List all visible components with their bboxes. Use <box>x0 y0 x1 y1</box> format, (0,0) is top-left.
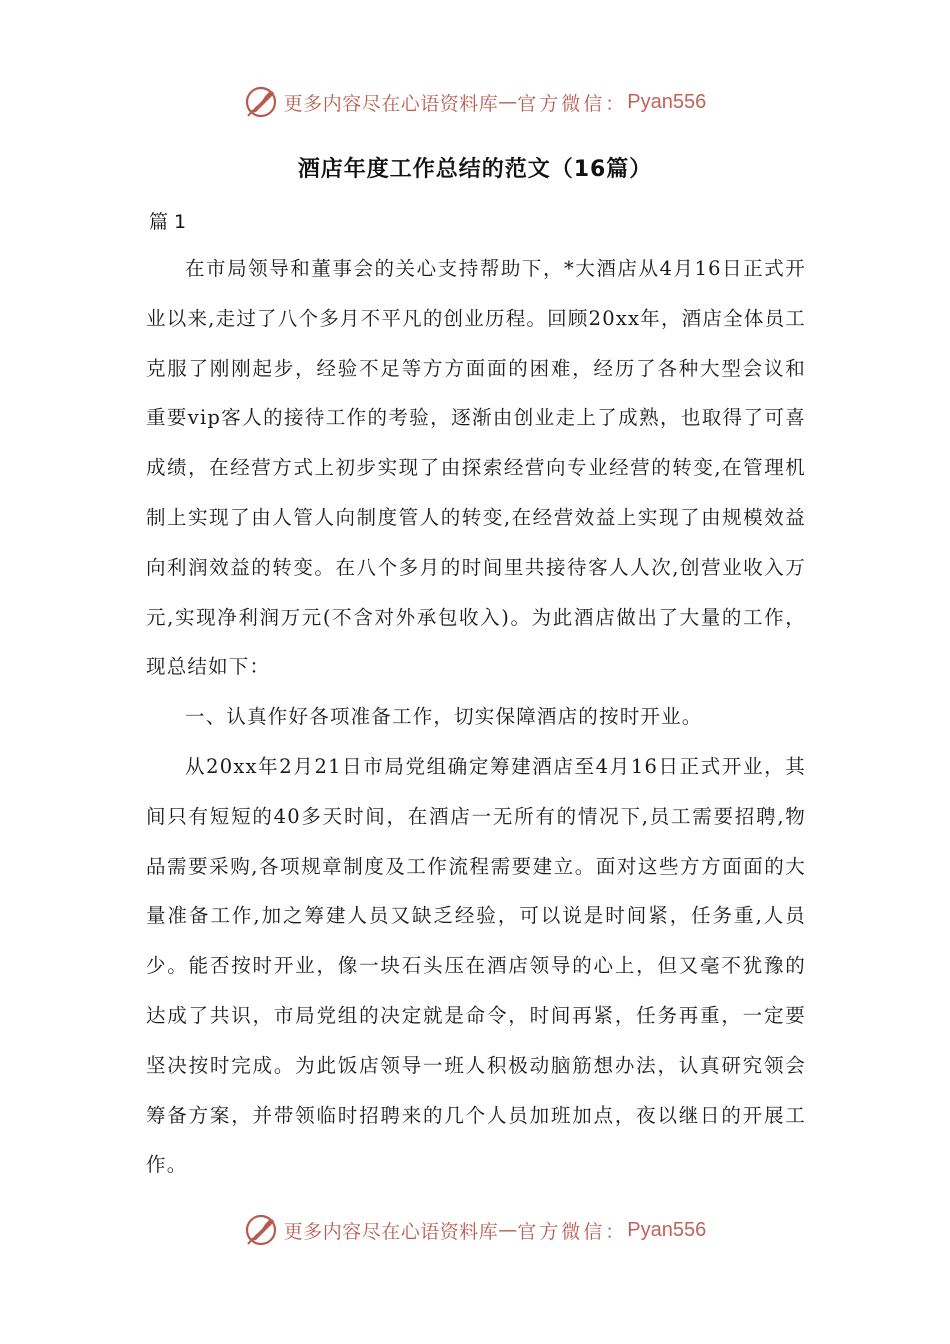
watermark-text: 更多内容尽在心语资料库 <box>283 1220 499 1243</box>
watermark-wechat-id: Pyan556 <box>627 1218 707 1241</box>
document-title: 酒店年度工作总结的范文（16篇） <box>297 157 653 182</box>
watermark-text: 更多内容尽在心语资料库 <box>283 92 499 115</box>
paragraph-intro: 在市局领导和董事会的关心支持帮助下，*大酒店从4月16日正式开业以来,走过了八个多月不平凡的创业历程。回顾20xx年，酒店全体员工克服了刚刚起步，经验不足等方方面面的困难，经历了各种大型会议和重要vip客人的接待工作的考验，逐渐由创业走上了成熟，也取得了可喜成绩，在经营方式上初步实现了由探索经营向专业经营的转变,在管理机制上实现了由人管人向制度管人的转变,在经营效益上实现了由规模效益向利润效益的转变。在八个多月的时间里共接待客人人次,创营业收入万元,实现净利润万元(不含对外承包收入)。为此酒店做出了大量的工作，现总结如下： <box>146 257 806 679</box>
watermark-wechat-label: 官方微信： <box>517 1220 628 1243</box>
quill-logo-icon <box>244 85 278 119</box>
watermark-banner-bottom <box>0 1210 950 1250</box>
watermark-wechat-label: 官方微信： <box>517 92 628 115</box>
watermark-separator: — <box>498 1219 518 1241</box>
paragraph-preparation: 从20xx年2月21日市局党组确定筹建酒店至4月16日正式开业，其间只有短短的40多天时间，在酒店一无所有的情况下,员工需要招聘,物品需要采购,各项规章制度及工作流程需要建立。面对这些方方面面的大量准备工作,加之筹建人员又缺乏经验，可以说是时间紧，任务重,人员少。能否按时开业，像一块石头压在酒店领导的心上，但又毫不犹豫的达成了共识，市局党组的决定就是命令，时间再紧，任务再重，一定要坚决按时完成。为此饭店领导一班人积极动脑筋想办法，认真研究领会筹备方案，并带领临时招聘来的几个人员加班加点，夜以继日的开展工作。 <box>146 754 806 1177</box>
watermark-separator: — <box>498 91 518 113</box>
quill-logo-icon <box>244 1213 278 1247</box>
section-label: 篇 1 <box>149 211 187 233</box>
paragraph-heading-1: 一、认真作好各项准备工作，切实保障酒店的按时开业。 <box>185 705 703 729</box>
watermark-wechat-id: Pyan556 <box>627 90 707 113</box>
watermark-banner-top <box>0 82 950 122</box>
document-body <box>146 244 806 1190</box>
